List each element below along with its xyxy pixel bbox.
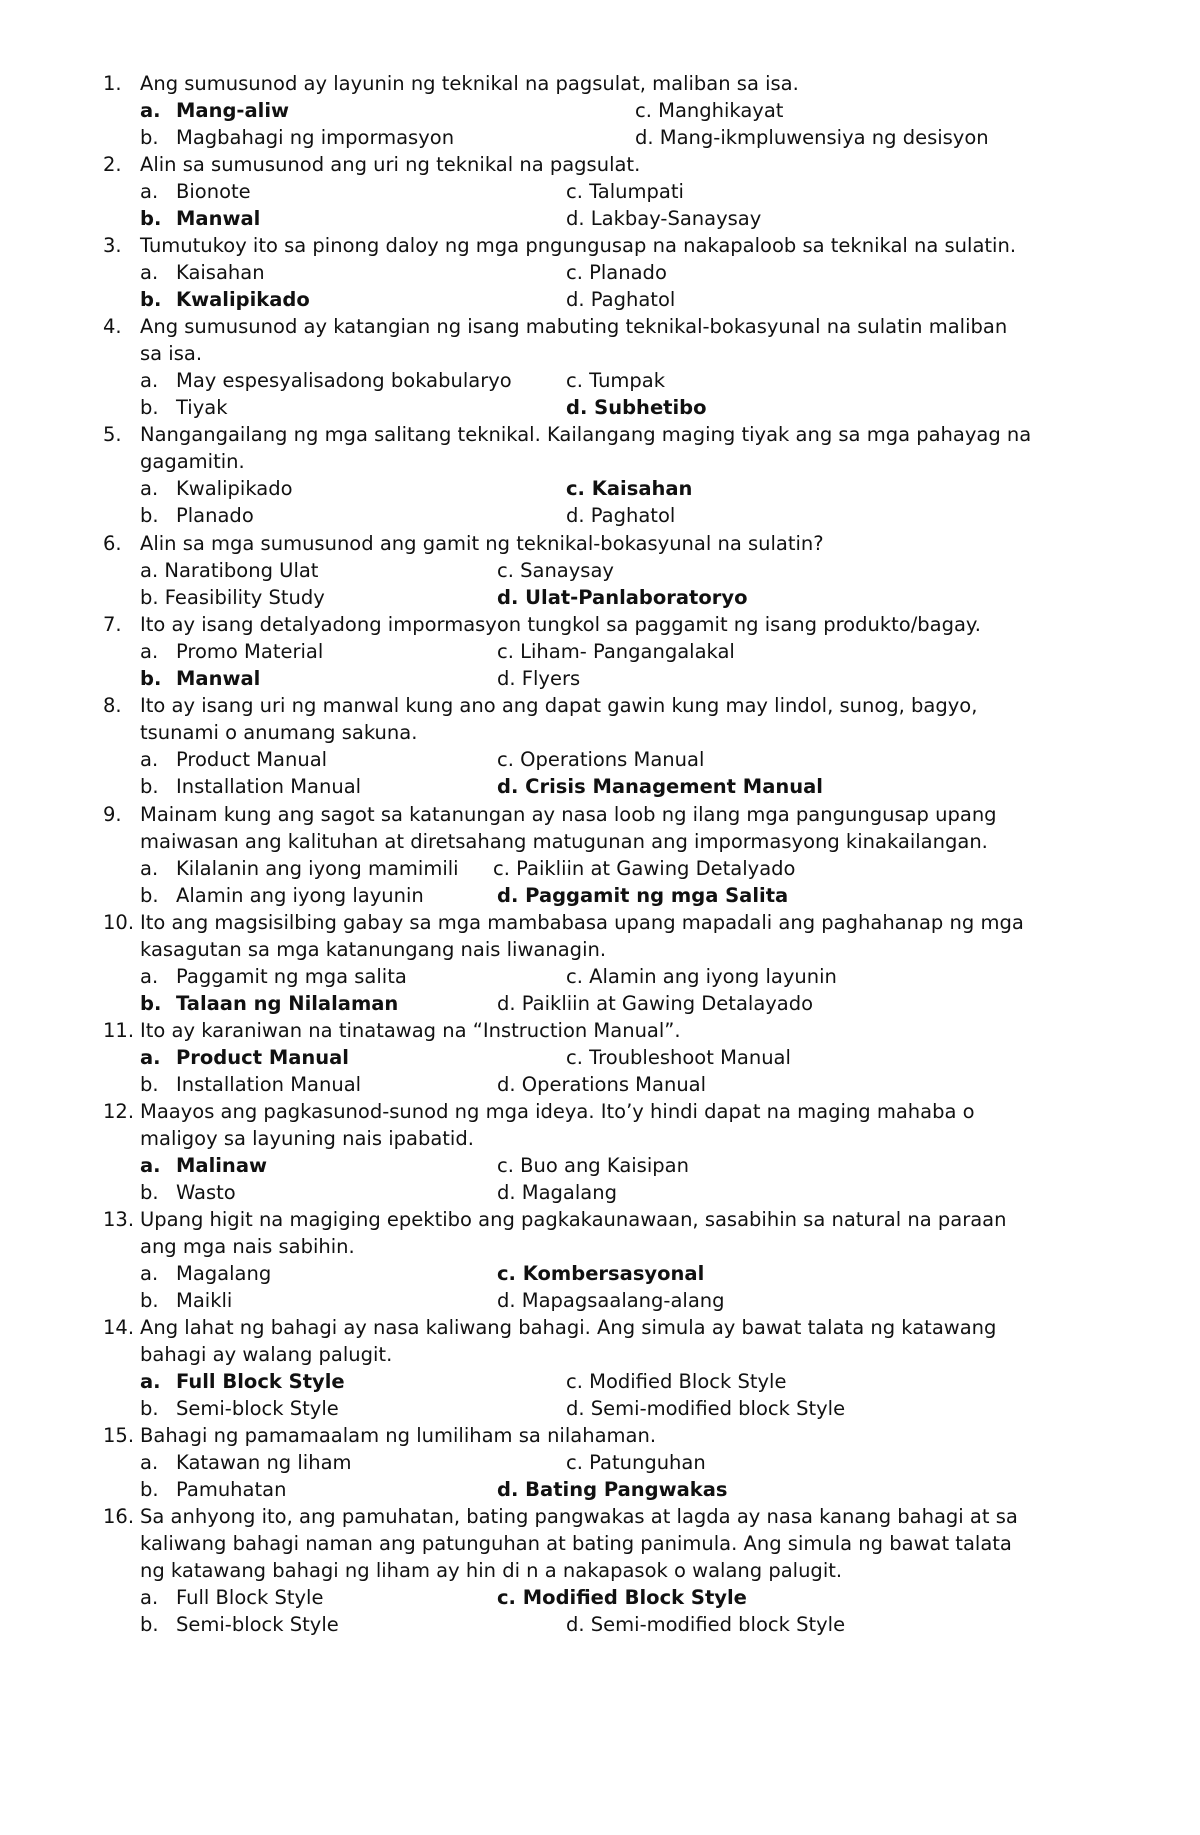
- choice-letter: b.: [140, 884, 159, 907]
- question-text-line: Maayos ang pagkasunod-sunod ng mga ideya. Ito’y hindi dapat na maging mahaba o: [140, 1100, 975, 1123]
- choice-letter: c.: [566, 965, 583, 988]
- choice-c[interactable]: [497, 638, 735, 665]
- choice-b[interactable]: [140, 1071, 361, 1098]
- choice-text: Mang-aliw: [176, 99, 290, 122]
- question-number: 11.: [103, 1019, 135, 1042]
- choice-d[interactable]: [497, 1071, 706, 1098]
- choice-d[interactable]: [497, 990, 813, 1017]
- choice-letter: c.: [566, 261, 583, 284]
- choice-letter: c.: [497, 1262, 516, 1285]
- choice-letter: b.: [140, 207, 162, 230]
- choice-text: Flyers: [521, 667, 581, 690]
- choice-text: Talaan ng Nilalaman: [176, 992, 399, 1015]
- choice-text: Talumpati: [589, 180, 684, 203]
- choice-letter: d.: [497, 775, 519, 798]
- choice-text: Product Manual: [176, 1046, 349, 1069]
- choice-text: Bating Pangwakas: [525, 1478, 728, 1501]
- choice-letter: d.: [566, 504, 585, 527]
- choice-c[interactable]: [566, 475, 692, 502]
- choice-d[interactable]: [497, 773, 823, 800]
- question-11: [103, 1017, 1130, 1044]
- question-15: [103, 1422, 1130, 1449]
- choice-a[interactable]: [140, 746, 327, 773]
- choice-text: Magalang: [521, 1181, 617, 1204]
- choice-letter: b.: [140, 667, 162, 690]
- choice-text: Sanaysay: [520, 559, 614, 582]
- question-number: 9.: [103, 803, 122, 826]
- choice-letter: c.: [635, 99, 652, 122]
- choice-d[interactable]: [497, 665, 580, 692]
- choice-letter: c.: [497, 640, 514, 663]
- choice-text: Paghatol: [590, 504, 676, 527]
- choice-letter: d.: [566, 1397, 585, 1420]
- question-number: 15.: [103, 1424, 135, 1447]
- choice-letter: a.: [140, 559, 159, 582]
- choice-text: Mapagsaalang-alang: [521, 1289, 725, 1312]
- choice-a[interactable]: [140, 855, 459, 882]
- question-9: [103, 801, 1130, 855]
- choice-letter: a.: [140, 748, 159, 771]
- choice-letter: b.: [140, 992, 162, 1015]
- choice-text: Paggamit ng mga Salita: [525, 884, 789, 907]
- choice-a[interactable]: [140, 963, 407, 990]
- question-number: 2.: [103, 153, 122, 176]
- question-text-line: Ito ang magsisilbing gabay sa mga mambabasa upang mapadali ang paghahanap ng mga: [140, 911, 1024, 934]
- question-text-line: Bahagi ng pamamaalam ng lumiliham sa nilahaman.: [140, 1424, 657, 1447]
- choice-b[interactable]: [140, 584, 325, 611]
- choice-c[interactable]: [497, 557, 614, 584]
- choice-letter: a.: [140, 640, 159, 663]
- choice-d[interactable]: [566, 205, 761, 232]
- choice-d[interactable]: [497, 882, 788, 909]
- choice-c[interactable]: [566, 1368, 786, 1395]
- choice-b[interactable]: [140, 665, 260, 692]
- question-2: [103, 151, 1130, 178]
- choice-text: Bionote: [176, 180, 251, 203]
- choice-c[interactable]: [566, 259, 667, 286]
- choice-text: Manwal: [176, 207, 261, 230]
- choice-b[interactable]: [140, 1179, 236, 1206]
- choice-letter: a.: [140, 1046, 161, 1069]
- question-text-line: Alin sa sumusunod ang uri ng teknikal na pagsulat.: [140, 153, 641, 176]
- question-text-line: ng katawang bahagi ng liham ay hin di n a nakapasok o walang palugit.: [140, 1559, 843, 1582]
- question-text-line: tsunami o anumang sakuna.: [140, 721, 418, 744]
- question-text-line: Sa anhyong ito, ang pamuhatan, bating pangwakas at lagda ay nasa kanang bahagi at sa: [140, 1505, 1018, 1528]
- question-number: 13.: [103, 1208, 135, 1231]
- choice-c[interactable]: [493, 855, 795, 882]
- choice-letter: b.: [140, 1073, 159, 1096]
- choice-text: Product Manual: [176, 748, 328, 771]
- choice-text: Operations Manual: [520, 748, 705, 771]
- choice-letter: c.: [493, 857, 510, 880]
- question-text-line: Upang higit na magiging epektibo ang pagkakaunawaan, sasabihin sa natural na paraan: [140, 1208, 1007, 1231]
- choice-letter: c.: [497, 748, 514, 771]
- choice-d[interactable]: [566, 1611, 845, 1638]
- choice-text: Modified Block Style: [522, 1586, 747, 1609]
- choice-text: Crisis Management Manual: [525, 775, 823, 798]
- choice-a[interactable]: [140, 1449, 352, 1476]
- choice-a[interactable]: [140, 1152, 267, 1179]
- choice-b[interactable]: [140, 502, 254, 529]
- choice-d[interactable]: [635, 124, 989, 151]
- choice-b[interactable]: [140, 990, 398, 1017]
- choice-text: Modified Block Style: [589, 1370, 787, 1393]
- choice-letter: c.: [497, 1586, 516, 1609]
- choice-text: Manwal: [176, 667, 261, 690]
- choice-letter: c.: [566, 1370, 583, 1393]
- choice-a[interactable]: [140, 638, 323, 665]
- choice-b[interactable]: [140, 1476, 286, 1503]
- choice-a[interactable]: [140, 475, 293, 502]
- choice-b[interactable]: [140, 1395, 339, 1422]
- choice-c[interactable]: [635, 97, 783, 124]
- choice-c[interactable]: [497, 1584, 747, 1611]
- choice-c[interactable]: [566, 1449, 706, 1476]
- choice-b[interactable]: [140, 1611, 339, 1638]
- choice-text: Mang-ikmpluwensiya ng desisyon: [659, 126, 989, 149]
- question-3: [103, 232, 1130, 259]
- choice-text: Katawan ng liham: [176, 1451, 352, 1474]
- choice-letter: d.: [497, 667, 516, 690]
- choice-d[interactable]: [566, 394, 707, 421]
- question-text-line: Ito ay isang detalyadong impormasyon tungkol sa paggamit ng isang produkto/bagay.: [140, 613, 981, 636]
- choice-b[interactable]: [140, 124, 454, 151]
- choice-letter: c.: [566, 477, 585, 500]
- choice-letter: b.: [140, 1478, 159, 1501]
- choice-letter: a.: [140, 1154, 161, 1177]
- choice-b[interactable]: [140, 773, 361, 800]
- choice-c[interactable]: [497, 1152, 689, 1179]
- choice-letter: b.: [140, 288, 162, 311]
- choice-text: Kaisahan: [176, 261, 265, 284]
- choice-letter: c.: [497, 1154, 514, 1177]
- choice-letter: a.: [140, 1586, 159, 1609]
- choice-text: Tumpak: [589, 369, 666, 392]
- question-number: 5.: [103, 423, 122, 446]
- choice-letter: a.: [140, 1370, 161, 1393]
- choice-text: Tiyak: [176, 396, 228, 419]
- choice-text: Wasto: [176, 1181, 236, 1204]
- choice-text: Ulat-Panlaboratoryo: [525, 586, 748, 609]
- choice-c[interactable]: [566, 178, 684, 205]
- question-number: 14.: [103, 1316, 135, 1339]
- choice-a[interactable]: [140, 1368, 345, 1395]
- question-number: 12.: [103, 1100, 135, 1123]
- choice-text: Liham- Pangangalakal: [520, 640, 735, 663]
- choice-letter: d.: [497, 992, 516, 1015]
- choice-text: Maikli: [176, 1289, 233, 1312]
- choice-letter: d.: [497, 1073, 516, 1096]
- choice-a[interactable]: [140, 367, 512, 394]
- choice-d[interactable]: [497, 1179, 617, 1206]
- choice-a[interactable]: [140, 1044, 349, 1071]
- choice-text: Planado: [176, 504, 254, 527]
- choice-letter: c.: [566, 1046, 583, 1069]
- question-number: 4.: [103, 315, 122, 338]
- question-text-line: Nangangailang ng mga salitang teknikal. Kailangang maging tiyak ang sa mga pahayag na: [140, 423, 1032, 446]
- question-text-line: sa isa.: [140, 342, 203, 365]
- choice-text: Kombersasyonal: [522, 1262, 705, 1285]
- question-8: [103, 692, 1130, 746]
- choice-letter: d.: [566, 288, 585, 311]
- question-text-line: bahagi ay walang palugit.: [140, 1343, 393, 1366]
- choice-text: Troubleshoot Manual: [589, 1046, 791, 1069]
- choice-text: Kwalipikado: [176, 288, 310, 311]
- choice-letter: b.: [140, 126, 159, 149]
- question-text-line: maligoy sa layuning nais ipabatid.: [140, 1127, 474, 1150]
- question-text-line: gagamitin.: [140, 450, 245, 473]
- choice-letter: d.: [497, 586, 519, 609]
- choice-c[interactable]: [566, 1044, 791, 1071]
- question-number: 1.: [103, 72, 122, 95]
- choice-text: Paggamit ng mga salita: [176, 965, 407, 988]
- choice-text: Alamin ang iyong layunin: [589, 965, 837, 988]
- choice-letter: b.: [140, 1289, 159, 1312]
- choice-text: Kaisahan: [591, 477, 693, 500]
- choice-letter: d.: [566, 396, 588, 419]
- choice-c[interactable]: [566, 367, 665, 394]
- question-13: [103, 1206, 1130, 1260]
- choice-letter: d.: [497, 884, 519, 907]
- choice-letter: a.: [140, 1262, 159, 1285]
- question-number: 8.: [103, 694, 122, 717]
- choice-text: Feasibility Study: [164, 586, 325, 609]
- choice-text: Subhetibo: [594, 396, 707, 419]
- choice-text: Naratibong Ulat: [164, 559, 319, 582]
- choice-a[interactable]: [140, 178, 251, 205]
- choice-letter: d.: [635, 126, 654, 149]
- choice-text: Planado: [589, 261, 667, 284]
- question-text-line: Ang sumusunod ay katangian ng isang mabuting teknikal-bokasyunal na sulatin maliban: [140, 315, 1008, 338]
- choice-c[interactable]: [566, 963, 837, 990]
- question-text-line: Alin sa mga sumusunod ang gamit ng teknikal-bokasyunal na sulatin?: [140, 532, 824, 555]
- choice-text: Promo Material: [176, 640, 324, 663]
- choice-c[interactable]: [497, 1260, 704, 1287]
- choice-text: Magbahagi ng impormasyon: [176, 126, 455, 149]
- choice-d[interactable]: [566, 502, 675, 529]
- question-4: [103, 313, 1130, 367]
- question-text-line: ang mga nais sabihin.: [140, 1235, 355, 1258]
- question-text-line: Ito ay isang uri ng manwal kung ano ang dapat gawin kung may lindol, sunog, bagyo,: [140, 694, 978, 717]
- question-12: [103, 1098, 1130, 1152]
- choice-text: Kwalipikado: [176, 477, 293, 500]
- choice-letter: c.: [497, 559, 514, 582]
- choice-text: Pamuhatan: [176, 1478, 287, 1501]
- choice-a[interactable]: [140, 1584, 323, 1611]
- choice-b[interactable]: [140, 286, 310, 313]
- choice-text: Semi-modified block Style: [590, 1397, 846, 1420]
- choice-a[interactable]: [140, 259, 265, 286]
- choice-c[interactable]: [497, 746, 704, 773]
- choice-text: Alamin ang iyong layunin: [176, 884, 424, 907]
- choice-letter: c.: [566, 1451, 583, 1474]
- choice-letter: b.: [140, 396, 159, 419]
- choice-letter: a.: [140, 180, 159, 203]
- choice-b[interactable]: [140, 394, 228, 421]
- choice-a[interactable]: [140, 1260, 271, 1287]
- question-number: 16.: [103, 1505, 135, 1528]
- choice-text: Patunguhan: [589, 1451, 706, 1474]
- choice-text: Lakbay-Sanaysay: [590, 207, 762, 230]
- choice-letter: c.: [566, 180, 583, 203]
- choice-letter: d.: [566, 207, 585, 230]
- question-text-line: Ito ay karaniwan na tinatawag na “Instruction Manual”.: [140, 1019, 681, 1042]
- question-number: 6.: [103, 532, 122, 555]
- choice-text: Full Block Style: [176, 1586, 324, 1609]
- choice-letter: d.: [497, 1478, 519, 1501]
- choice-d[interactable]: [566, 286, 675, 313]
- question-text-line: Ang lahat ng bahagi ay nasa kaliwang bahagi. Ang simula ay bawat talata ng katawang: [140, 1316, 997, 1339]
- choice-text: Full Block Style: [176, 1370, 345, 1393]
- choice-letter: d.: [497, 1181, 516, 1204]
- question-text-line: kasagutan sa mga katanungang nais liwanagin.: [140, 938, 607, 961]
- choice-text: Malinaw: [176, 1154, 267, 1177]
- question-text-line: Mainam kung ang sagot sa katanungan ay nasa loob ng ilang mga pangungusap upang: [140, 803, 997, 826]
- choice-text: Installation Manual: [176, 1073, 362, 1096]
- choice-a[interactable]: [140, 557, 318, 584]
- choice-text: Kilalanin ang iyong mamimili: [176, 857, 459, 880]
- choice-d[interactable]: [497, 1476, 728, 1503]
- choice-letter: b.: [140, 775, 159, 798]
- choice-d[interactable]: [566, 1395, 845, 1422]
- choice-text: Paikliin at Gawing Detalyado: [516, 857, 796, 880]
- choice-letter: b.: [140, 1181, 159, 1204]
- question-16: [103, 1503, 1130, 1584]
- choice-text: Paikliin at Gawing Detalayado: [521, 992, 814, 1015]
- choice-a[interactable]: [140, 97, 289, 124]
- choice-letter: a.: [140, 477, 159, 500]
- question-number: 3.: [103, 234, 122, 257]
- choice-letter: a.: [140, 369, 159, 392]
- choice-text: May espesyalisadong bokabularyo: [176, 369, 512, 392]
- choice-letter: c.: [566, 369, 583, 392]
- choice-letter: b.: [140, 1613, 159, 1636]
- choice-text: Semi-block Style: [176, 1613, 339, 1636]
- choice-d[interactable]: [497, 1287, 725, 1314]
- question-text-line: Tumutukoy ito sa pinong daloy ng mga pngungusap na nakapaloob sa teknikal na sulatin.: [140, 234, 1017, 257]
- choice-text: Semi-block Style: [176, 1397, 339, 1420]
- choice-letter: a.: [140, 99, 161, 122]
- choice-text: Paghatol: [590, 288, 676, 311]
- choice-letter: b.: [140, 1397, 159, 1420]
- choice-text: Manghikayat: [658, 99, 784, 122]
- question-1: [103, 70, 1130, 97]
- choice-letter: d.: [497, 1289, 516, 1312]
- choice-b[interactable]: [140, 205, 260, 232]
- question-6: [103, 530, 1130, 557]
- choice-letter: a.: [140, 857, 159, 880]
- question-5: [103, 421, 1130, 475]
- question-10: [103, 909, 1130, 963]
- question-number: 7.: [103, 613, 122, 636]
- choice-b[interactable]: [140, 882, 424, 909]
- choice-d[interactable]: [497, 584, 748, 611]
- choice-letter: b.: [140, 504, 159, 527]
- question-text-line: Ang sumusunod ay layunin ng teknikal na pagsulat, maliban sa isa.: [140, 72, 799, 95]
- choice-letter: a.: [140, 1451, 159, 1474]
- question-text-line: maiwasan ang kalituhan at diretsahang matugunan ang impormasyong kinakailangan.: [140, 830, 988, 853]
- choice-text: Operations Manual: [521, 1073, 707, 1096]
- choice-letter: a.: [140, 261, 159, 284]
- question-text-line: kaliwang bahagi naman ang patunguhan at bating panimula. Ang simula ng bawat talata: [140, 1532, 1012, 1555]
- choice-b[interactable]: [140, 1287, 232, 1314]
- question-7: [103, 611, 1130, 638]
- question-number: 10.: [103, 911, 135, 934]
- choice-text: Magalang: [176, 1262, 272, 1285]
- choice-letter: a.: [140, 965, 159, 988]
- choice-text: Semi-modified block Style: [590, 1613, 846, 1636]
- question-14: [103, 1314, 1130, 1368]
- choice-text: Installation Manual: [176, 775, 362, 798]
- choice-letter: b.: [140, 586, 159, 609]
- choice-text: Buo ang Kaisipan: [520, 1154, 689, 1177]
- choice-letter: d.: [566, 1613, 585, 1636]
